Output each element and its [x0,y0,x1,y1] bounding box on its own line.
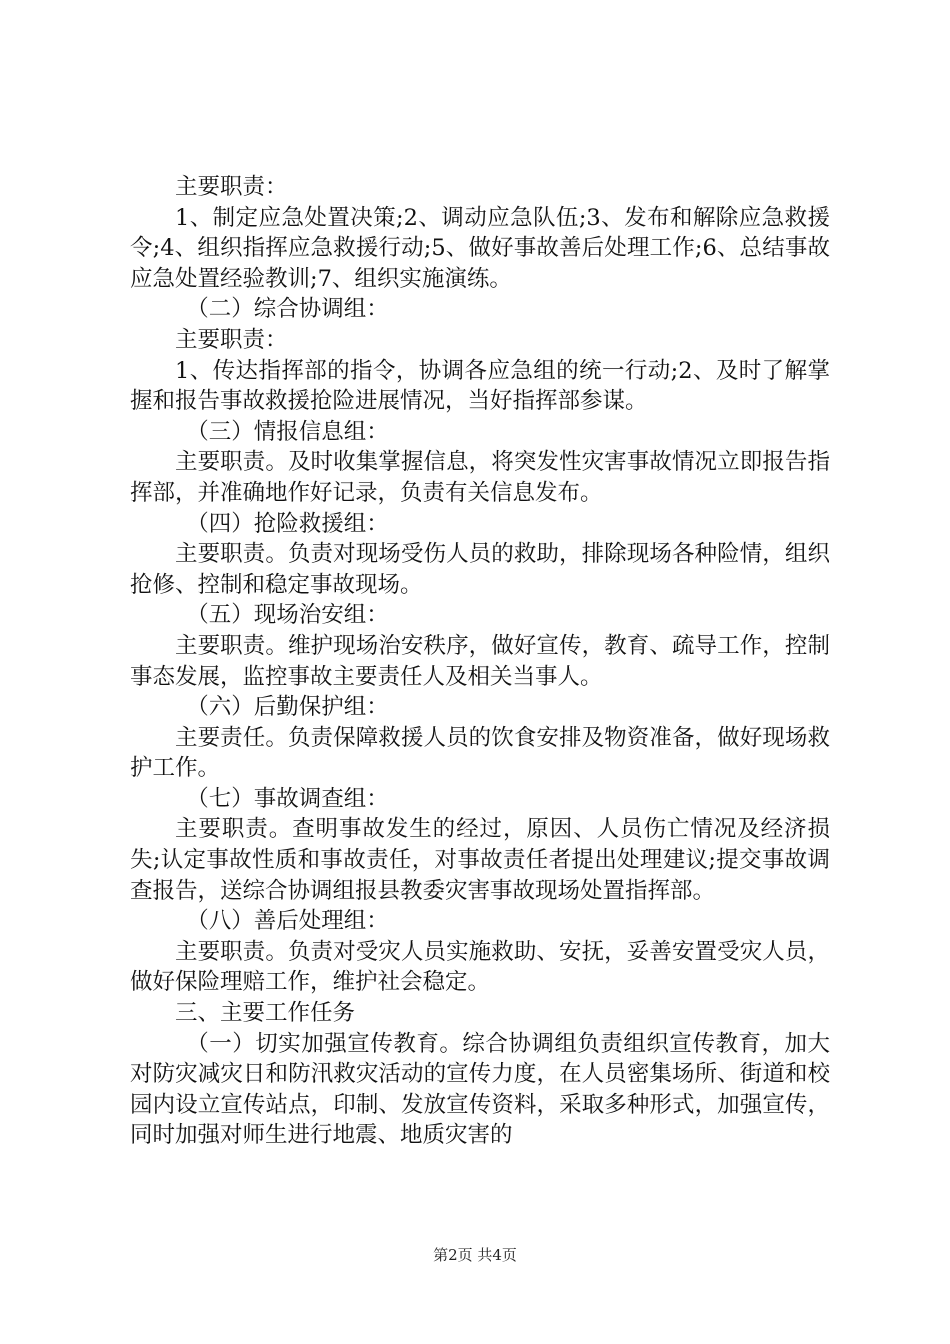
chapter-heading: 三、主要工作任务 [175,1000,356,1027]
paragraph: 1、传达指挥部的指令，协调各应急组的统一行动;2、及时了解掌握和报告事故救援抢险进展情况，当好指挥部参谋。 [130,357,830,415]
page-number-label: 第2页 共4页 [433,1246,517,1264]
section-heading: （四）抢险救援组： [186,510,389,537]
section-heading: （七）事故调查组： [186,785,389,812]
paragraph: （一）切实加强宣传教育。综合协调组负责组织宣传教育，加大对防灾减灾日和防汛救灾活动的宣传力度，在人员密集场所、街道和校园内设立宣传站点，印制、发放宣传资料，采取多种形式，加强宣传，同时加强对师生进行地震、地质灾害的 [130,1030,830,1149]
section-heading: （二）综合协调组： [186,296,389,323]
paragraph: 主要职责。及时收集掌握信息，将突发性灾害事故情况立即报告指挥部，并准确地作好记录，负责有关信息发布。 [130,449,830,506]
paragraph: 主要职责。维护现场治安秩序，做好宣传，教育、疏导工作，控制事态发展，监控事故主要责任人及相关当事人。 [130,632,830,690]
document-body [130,172,830,1151]
section-heading: （三）情报信息组： [186,418,389,445]
section-heading: （五）现场治安组： [186,602,389,629]
section-heading: （六）后勤保护组： [186,694,389,721]
page-footer [0,1244,950,1265]
paragraph: 主要职责： [175,174,288,200]
paragraph: 主要责任。负责保障救援人员的饮食安排及物资准备，做好现场救护工作。 [130,724,830,782]
paragraph: 主要职责。负责对现场受伤人员的救助，排除现场各种险情，组织抢修、控制和稳定事故现场。 [130,541,830,598]
paragraph: 主要职责。查明事故发生的经过，原因、人员伤亡情况及经济损失;认定事故性质和事故责任，对事故责任者提出处理建议;提交事故调查报告，送综合协调组报县教委灾害事故现场处置指挥部。 [130,816,830,904]
paragraph: 1、制定应急处置决策;2、调动应急队伍;3、发布和解除应急救援令;4、组织指挥应急救援行动;5、做好事故善后处理工作;6、总结事故应急处置经验教训;7、组织实施演练。 [130,204,830,292]
paragraph: 主要职责。负责对受灾人员实施救助、安抚，妥善安置受灾人员，做好保险理赔工作，维护社会稳定。 [130,938,830,996]
paragraph: 主要职责： [175,326,288,353]
section-heading: （八）善后处理组： [186,908,389,935]
